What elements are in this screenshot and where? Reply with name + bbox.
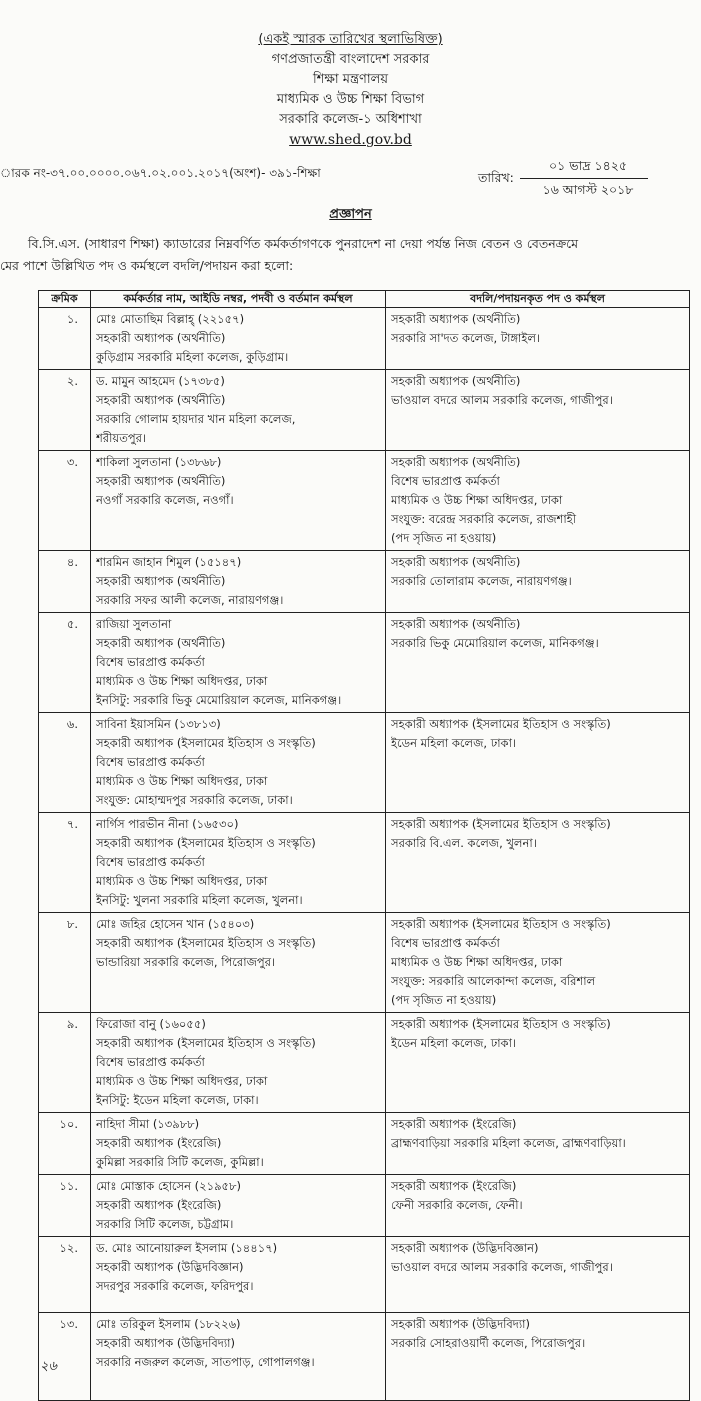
current-cell: [91, 613, 386, 713]
current-line: ভান্ডারিয়া সরকারি কলেজ, পিরোজপুর।: [96, 955, 276, 969]
current-cell: [91, 713, 386, 813]
posting-cell: [386, 1113, 690, 1175]
current-line: মোঃ তরিকুল ইসলাম (১৮২২৬): [96, 1317, 241, 1331]
serial-cell: ৮.: [39, 913, 91, 1013]
posting-line: সহকারী অধ্যাপক (অর্থনীতি): [391, 455, 521, 469]
current-line: মোঃ জহির হোসেন খান (১৫৪০৩): [96, 917, 255, 931]
table-row: [39, 613, 690, 713]
current-cell: [91, 813, 386, 913]
current-line: বিশেষ ভারপ্রাপ্ত কর্মকর্তা: [96, 655, 205, 669]
posting-line: সহকারী অধ্যাপক (ইসলামের ইতিহাস ও সংস্কৃতি): [391, 717, 611, 731]
posting-line: ভাওয়াল বদরে আলম সরকারি কলেজ, গাজীপুর।: [391, 393, 613, 407]
serial-cell: ১১.: [39, 1175, 91, 1237]
website-link[interactable]: www.shed.gov.bd: [289, 132, 412, 148]
current-line: মাধ্যমিক ও উচ্চ শিক্ষা অধিদপ্তর, ঢাকা: [96, 774, 268, 788]
current-cell: [91, 1175, 386, 1237]
current-line: নাহিদা সীমা (১৩৯৮৮): [96, 1117, 200, 1131]
table-row: [39, 913, 690, 1013]
current-line: ইনসিটু: সরকারি ভিকু মেমোরিয়াল কলেজ, মানিকগঞ্জ।: [96, 693, 342, 707]
current-line: সরকারি সিটি কলেজ, চট্টগ্রাম।: [96, 1217, 234, 1231]
current-line: সহকারী অধ্যাপক (ইসলামের ইতিহাস ও সংস্কৃতি): [96, 736, 316, 750]
current-cell: [91, 1013, 386, 1113]
current-cell: [91, 913, 386, 1013]
table-row: [39, 1113, 690, 1175]
current-line: সরকারি সফর আলী কলেজ, নারায়ণগঞ্জ।: [96, 593, 284, 607]
column-header-posting: বদলি/পদায়নকৃত পদ ও কর্মস্থল: [386, 291, 690, 308]
page-number: ২৬: [40, 1359, 57, 1374]
posting-line: ফেনী সরকারি কলেজ, ফেনী।: [391, 1198, 523, 1212]
current-line: মাধ্যমিক ও উচ্চ শিক্ষা অধিদপ্তর, ঢাকা: [96, 874, 268, 888]
table-row: [39, 451, 690, 551]
posting-line: বিশেষ ভারপ্রাপ্ত কর্মকর্তা: [391, 474, 500, 488]
current-cell: [91, 1237, 386, 1313]
posting-line: সরকারি সোহরাওয়ার্দী কলেজ, পিরোজপুর।: [391, 1336, 586, 1350]
serial-cell: ১৩.: [39, 1313, 91, 1401]
current-line: মোঃ মোতাছিম বিল্লাহ্ (২২১৫৭): [96, 312, 245, 326]
current-line: ইনসিটু: খুলনা সরকারি মহিলা কলেজ, খুলনা।: [96, 893, 303, 907]
posting-line: সহকারী অধ্যাপক (অর্থনীতি): [391, 555, 521, 569]
current-line: ইনসিটু: ইডেন মহিলা কলেজ, ঢাকা।: [96, 1093, 259, 1107]
posting-line: সংযুক্ত: সরকারি আলেকান্দা কলেজ, বরিশাল: [391, 974, 596, 988]
table-header-row: [39, 291, 690, 308]
posting-line: বিশেষ ভারপ্রাপ্ত কর্মকর্তা: [391, 936, 500, 950]
posting-line: মাধ্যমিক ও উচ্চ শিক্ষা অধিদপ্তর, ঢাকা: [391, 493, 563, 507]
current-cell: [91, 551, 386, 613]
current-line: সহকারী অধ্যাপক (অর্থনীতি): [96, 331, 226, 345]
current-line: মোঃ মোস্তাক হোসেন (২১৯৫৮): [96, 1179, 241, 1193]
current-line: শারমিন জাহান শিমুল (১৫১৪৭): [96, 555, 242, 569]
current-line: সহকারী অধ্যাপক (উদ্ভিদবিদ্যা): [96, 1336, 236, 1350]
serial-cell: ১০.: [39, 1113, 91, 1175]
current-line: বিশেষ ভারপ্রাপ্ত কর্মকর্তা: [96, 755, 205, 769]
posting-cell: [386, 451, 690, 551]
posting-line: সরকারি ভিকু মেমোরিয়াল কলেজ, মানিকগঞ্জ।: [391, 636, 599, 650]
superseded-note: (একই স্মারক তারিখের স্থলাভিষিক্ত): [258, 32, 443, 47]
table-row: [39, 713, 690, 813]
posting-line: (পদ সৃজিত না হওয়ায়): [391, 993, 497, 1007]
posting-line: সহকারী অধ্যাপক (অর্থনীতি): [391, 617, 521, 631]
current-cell: [91, 308, 386, 370]
table-row: [39, 1313, 690, 1401]
table-row: [39, 1013, 690, 1113]
posting-line: সহকারী অধ্যাপক (উদ্ভিদবিদ্যা): [391, 1317, 531, 1331]
posting-cell: [386, 370, 690, 451]
posting-cell: [386, 813, 690, 913]
current-line: সহকারী অধ্যাপক (অর্থনীতি): [96, 474, 226, 488]
table-row: [39, 1175, 690, 1237]
posting-line: সহকারী অধ্যাপক (অর্থনীতি): [391, 312, 521, 326]
serial-cell: ৬.: [39, 713, 91, 813]
current-line: সংযুক্ত: মোহাম্মদপুর সরকারি কলেজ, ঢাকা।: [96, 793, 293, 807]
current-line: সহকারী অধ্যাপক (ইসলামের ইতিহাস ও সংস্কৃতি): [96, 936, 316, 950]
division-name: মাধ্যমিক ও উচ্চ শিক্ষা বিভাগ: [276, 92, 425, 107]
current-cell: [91, 370, 386, 451]
current-cell: [91, 1313, 386, 1401]
posting-line: সহকারী অধ্যাপক (ইংরেজি): [391, 1179, 517, 1193]
posting-line: ইডেন মহিলা কলেজ, ঢাকা।: [391, 1036, 517, 1050]
current-line: সহকারী অধ্যাপক (ইসলামের ইতিহাস ও সংস্কৃতি): [96, 836, 316, 850]
current-line: সাবিনা ইয়াসমিন (১৩৮১৩): [96, 717, 221, 731]
transfer-table: [38, 290, 690, 1401]
posting-line: (পদ সৃজিত না হওয়ায়): [391, 531, 497, 545]
posting-cell: [386, 1175, 690, 1237]
current-line: সহকারী অধ্যাপক (ইসলামের ইতিহাস ও সংস্কৃতি): [96, 1036, 316, 1050]
current-line: সহকারী অধ্যাপক (উদ্ভিদবিজ্ঞান): [96, 1260, 244, 1274]
posting-line: সরকারি তোলারাম কলেজ, নারায়ণগঞ্জ।: [391, 574, 572, 588]
current-line: রাজিয়া সুলতানা: [96, 617, 172, 631]
posting-cell: [386, 551, 690, 613]
posting-cell: [386, 1313, 690, 1401]
posting-cell: [386, 713, 690, 813]
current-line: সরকারি নজরুল কলেজ, সাতপাড়, গোপালগঞ্জ।: [96, 1355, 315, 1369]
date-english: ১৬ আগস্ট ২০১৮: [542, 182, 634, 197]
current-cell: [91, 451, 386, 551]
posting-line: সহকারী অধ্যাপক (অর্থনীতি): [391, 374, 521, 388]
current-line: সহকারী অধ্যাপক (অর্থনীতি): [96, 393, 226, 407]
branch-name: সরকারি কলেজ-১ অধিশাখা: [279, 112, 422, 127]
current-cell: [91, 1113, 386, 1175]
posting-line: ব্রাহ্মণবাড়িয়া সরকারি মহিলা কলেজ, ব্রাহ্মণবাড়িয়া।: [391, 1136, 626, 1150]
posting-line: সরকারি বি.এল. কলেজ, খুলনা।: [391, 836, 537, 850]
posting-cell: [386, 1013, 690, 1113]
current-line: নওগাঁ সরকারি কলেজ, নওগাঁ।: [96, 493, 234, 507]
serial-cell: ১২.: [39, 1237, 91, 1313]
posting-cell: [386, 1237, 690, 1313]
current-line: কুমিল্লা সরকারি সিটি কলেজ, কুমিল্লা।: [96, 1155, 264, 1169]
current-line: ড. মোঃ আনোয়ারুল ইসলাম (১৪৪১৭): [96, 1241, 278, 1255]
column-header-current: কর্মকর্তার নাম, আইডি নম্বর, পদবী ও বর্তমান কর্মস্থল: [91, 291, 386, 308]
column-header-serial: ক্রমিক: [39, 291, 91, 308]
table-row: [39, 308, 690, 370]
intro-line-1: বি.সি.এস. (সাধারণ শিক্ষা) ক্যাডারের নিম্নবর্ণিত কর্মকর্তাগণকে পুনরাদেশ না দেয়া পর্যন্ত নিজ বেতন ও বেতনক্রমে: [28, 236, 579, 251]
date-divider: [520, 178, 648, 179]
posting-cell: [386, 308, 690, 370]
current-line: কুড়িগ্রাম সরকারি মহিলা কলেজ, কুড়িগ্রাম।: [96, 350, 289, 364]
table-row: [39, 1237, 690, 1313]
serial-cell: ২.: [39, 370, 91, 451]
date-label: তারিখ:: [478, 170, 514, 185]
serial-cell: ১.: [39, 308, 91, 370]
serial-cell: ৯.: [39, 1013, 91, 1113]
posting-line: সহকারী অধ্যাপক (ইসলামের ইতিহাস ও সংস্কৃতি): [391, 917, 611, 931]
current-line: সরকারি গোলাম হায়দার খান মহিলা কলেজ,: [96, 412, 296, 426]
current-line: সহকারী অধ্যাপক (ইংরেজি): [96, 1136, 222, 1150]
current-line: মাধ্যমিক ও উচ্চ শিক্ষা অধিদপ্তর, ঢাকা: [96, 674, 268, 688]
current-line: ড. মামুন আহমেদ (১৭৩৮৫): [96, 374, 225, 388]
posting-line: ভাওয়াল বদরে আলম সরকারি কলেজ, গাজীপুর।: [391, 1260, 613, 1274]
ministry-name: শিক্ষা মন্ত্রণালয়: [312, 72, 389, 87]
posting-line: সহকারী অধ্যাপক (উদ্ভিদবিজ্ঞান): [391, 1241, 539, 1255]
posting-line: সহকারী অধ্যাপক (ইসলামের ইতিহাস ও সংস্কৃতি): [391, 817, 611, 831]
notification-title: প্রজ্ঞাপন: [329, 207, 372, 222]
date-bangla: ০১ ভাদ্র ১৪২৫: [549, 158, 627, 173]
table-row: [39, 370, 690, 451]
table-row: [39, 813, 690, 913]
current-line: বিশেষ ভারপ্রাপ্ত কর্মকর্তা: [96, 855, 205, 869]
current-line: মাধ্যমিক ও উচ্চ শিক্ষা অধিদপ্তর, ঢাকা: [96, 1074, 268, 1088]
government-name: গণপ্রজাতন্ত্রী বাংলাদেশ সরকার: [271, 52, 430, 67]
posting-cell: [386, 913, 690, 1013]
serial-cell: ৭.: [39, 813, 91, 913]
posting-line: মাধ্যমিক ও উচ্চ শিক্ষা অধিদপ্তর, ঢাকা: [391, 955, 563, 969]
posting-line: সহকারী অধ্যাপক (ইসলামের ইতিহাস ও সংস্কৃতি): [391, 1017, 611, 1031]
table-row: [39, 551, 690, 613]
posting-line: সহকারী অধ্যাপক (ইংরেজি): [391, 1117, 517, 1131]
posting-line: সংযুক্ত: বরেন্দ্র সরকারি কলেজ, রাজশাহী: [391, 512, 577, 526]
current-line: নার্গিস পারভীন নীনা (১৬৫৩০): [96, 817, 239, 831]
current-line: বিশেষ ভারপ্রাপ্ত কর্মকর্তা: [96, 1055, 205, 1069]
serial-cell: ৫.: [39, 613, 91, 713]
current-line: ফিরোজা বানু (১৬০৫৫): [96, 1017, 206, 1031]
current-line: সহকারী অধ্যাপক (অর্থনীতি): [96, 574, 226, 588]
intro-line-2: মের পাশে উল্লিখিত পদ ও কর্মস্থলে বদলি/পদায়ন করা হলো:: [0, 258, 294, 273]
posting-line: ইডেন মহিলা কলেজ, ঢাকা।: [391, 736, 517, 750]
serial-cell: ৪.: [39, 551, 91, 613]
posting-cell: [386, 613, 690, 713]
posting-line: সরকারি সা'দত কলেজ, টাঙ্গাইল।: [391, 331, 541, 345]
current-line: সহকারী অধ্যাপক (অর্থনীতি): [96, 636, 226, 650]
serial-cell: ৩.: [39, 451, 91, 551]
current-line: সদরপুর সরকারি কলেজ, ফরিদপুর।: [96, 1279, 254, 1293]
document-header: [0, 30, 701, 150]
current-line: শরীয়তপুর।: [96, 431, 147, 445]
current-line: সহকারী অধ্যাপক (ইংরেজি): [96, 1198, 222, 1212]
current-line: শাকিলা সুলতানা (১৩৮৬৮): [96, 455, 222, 469]
intro-paragraph: [0, 233, 701, 277]
memo-number: ারক নং-৩৭.০০.০০০০.০৬৭.০২.০০১.২০১৭(অংশ)- ৩৯১-শিক্ষা: [0, 166, 321, 180]
